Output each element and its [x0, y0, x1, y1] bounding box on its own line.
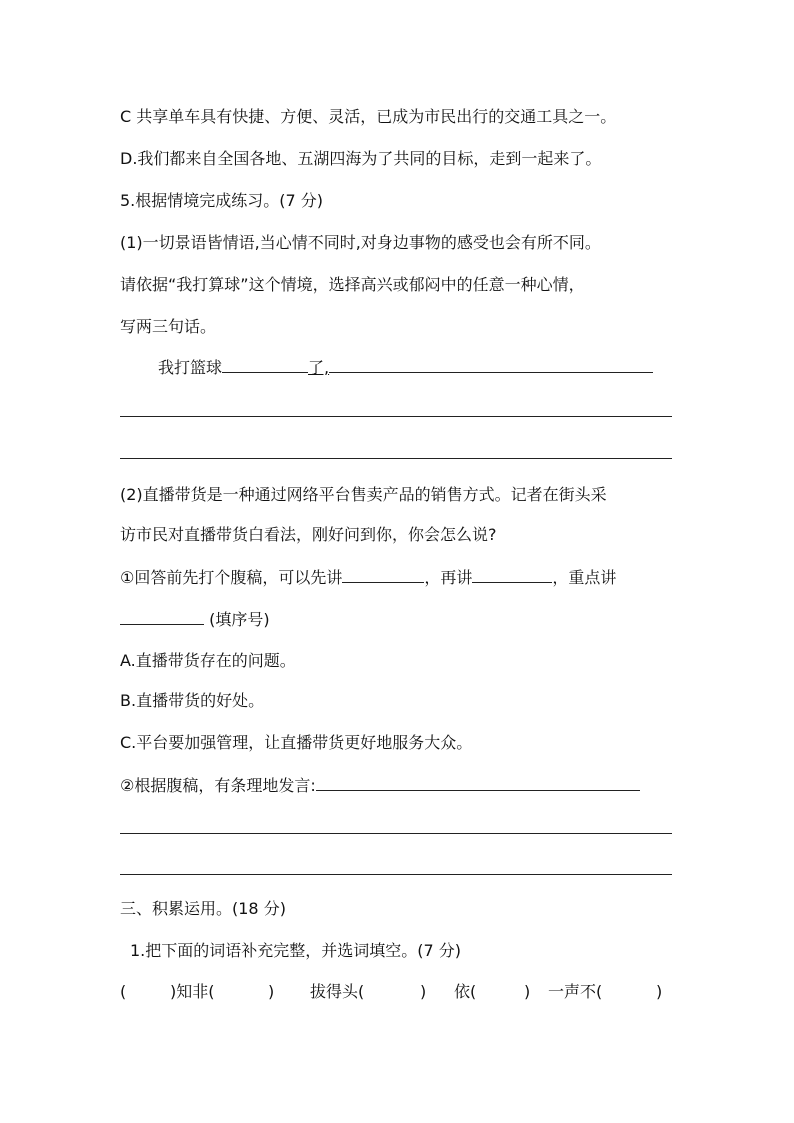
part-2-text-line-2: 访市民对直播带货白看法，刚好问到你，你会怎么说? [120, 525, 497, 544]
item-2-line [120, 774, 640, 797]
question-1-heading: 1.把下面的词语补充完整，并选词填空。(7 分) [130, 941, 462, 960]
option-a: A.直播带货存在的问题。 [120, 651, 296, 670]
item-1-text-a: ①回答前先打个腹稿，可以先讲 [120, 568, 343, 587]
answer-line[interactable] [120, 458, 672, 459]
paren-2[interactable]: )知非( [170, 982, 215, 1001]
item-2-text: ②根据腹稿，有条理地发言: [120, 776, 316, 795]
second-blank[interactable] [472, 566, 552, 583]
item-1-line [120, 566, 616, 589]
paren-7[interactable]: ) [524, 982, 531, 1001]
fill-prefix: 我打篮球 [158, 358, 223, 377]
item-1-text-d: (填序号) [204, 610, 270, 629]
sentence-blank[interactable] [329, 356, 653, 373]
answer-line[interactable] [120, 874, 672, 875]
question-5-heading: 5.根据情境完成练习。(7 分) [120, 191, 324, 210]
paren-3[interactable]: ) [268, 982, 275, 1001]
answer-line[interactable] [120, 833, 672, 834]
option-b: B.直播带货的好处。 [120, 691, 265, 710]
item-1-text-c: ，重点讲 [552, 568, 617, 587]
mood-blank[interactable] [222, 356, 308, 373]
option-d-sentence: D.我们都来自全国各地、五湖四海为了共同的目标，走到一起来了。 [120, 149, 602, 168]
paren-6[interactable]: 依( [454, 982, 477, 1001]
paren-5[interactable]: ) [420, 982, 427, 1001]
paren-8[interactable]: 一声不( [548, 982, 603, 1001]
option-c: C.平台要加强管理，让直播带货更好地服务大众。 [120, 733, 473, 752]
section-3-heading: 三、积累运用。(18 分) [120, 899, 286, 918]
part-1-text-line-1: (1)一切景语皆情语,当心情不同时,对身边事物的感受也会有所不同。 [120, 233, 601, 252]
part-1-text-line-3: 写两三句话。 [120, 317, 217, 336]
part-1-text-line-2: 请依据“我打算球”这个情境，选择高兴或郁闷中的任意一种心情， [120, 275, 585, 294]
part-2-text-line-1: (2)直播带货是一种通过网络平台售卖产品的销售方式。记者在街头采 [120, 485, 607, 504]
paren-9[interactable]: ) [656, 982, 663, 1001]
focus-blank[interactable] [120, 608, 204, 625]
option-c-sentence: C 共享单车具有快捷、方便、灵活，已成为市民出行的交通工具之一。 [120, 107, 617, 126]
answer-line[interactable] [120, 416, 672, 417]
item-1-text-b: ，再讲 [424, 568, 473, 587]
speech-blank[interactable] [316, 774, 640, 791]
first-blank[interactable] [342, 566, 424, 583]
paren-1: ( [120, 982, 127, 1001]
basketball-fill-line [158, 356, 653, 379]
item-1-line-2 [120, 608, 270, 631]
paren-4[interactable]: 拔得头( [310, 982, 365, 1001]
fill-mid: 了, [308, 358, 330, 377]
